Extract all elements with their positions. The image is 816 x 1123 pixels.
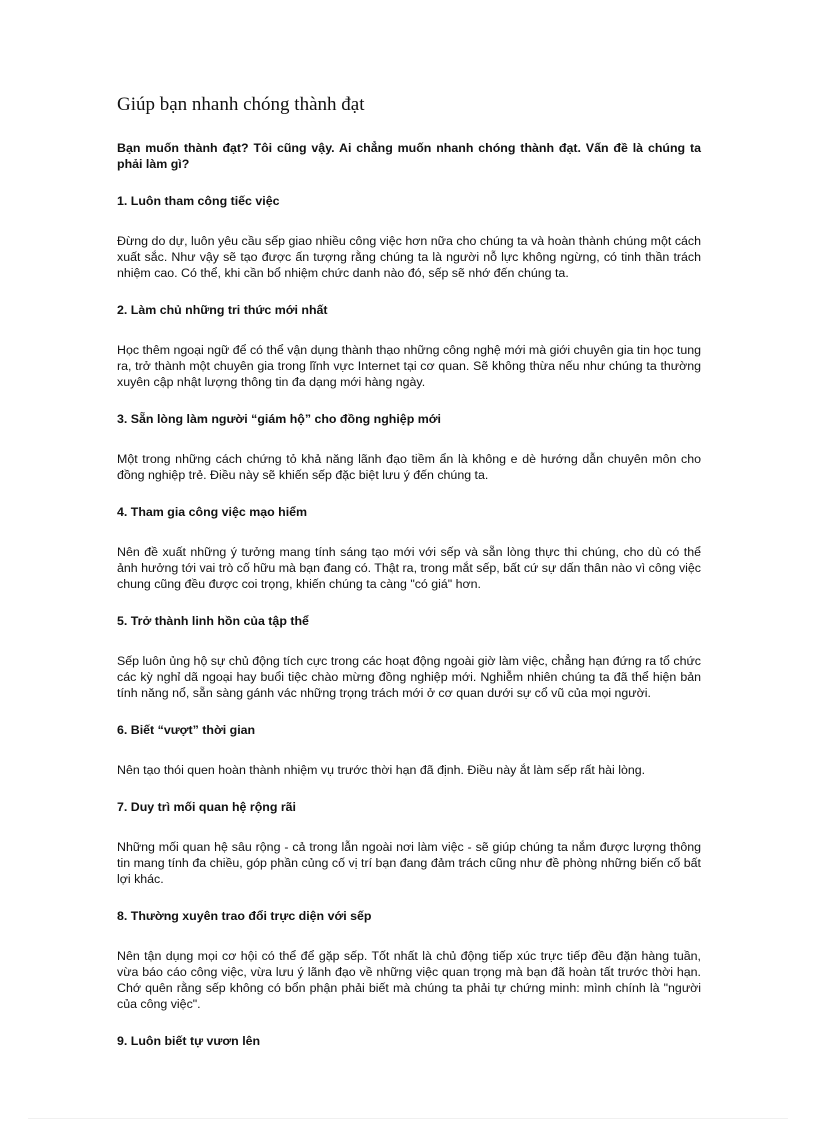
section-8: [117, 908, 701, 1012]
section-1: [117, 193, 701, 281]
section-body: Một trong những cách chứng tỏ khả năng lãnh đạo tiềm ẩn là không e dè hướng dẫn chuyên môn cho đồng nghiệp trẻ. Điều này sẽ khiến sếp đặc biệt lưu ý đến chúng ta.: [117, 452, 701, 482]
section-9: [117, 1033, 701, 1049]
section-heading: 8. Thường xuyên trao đổi trực diện với sếp: [117, 909, 372, 923]
section-heading: 5. Trở thành linh hồn của tập thể: [117, 614, 309, 628]
section-body: Sếp luôn ủng hộ sự chủ động tích cực trong các hoạt động ngoài giờ làm việc, chẳng hạn đứng ra tổ chức các kỳ nghỉ dã ngoại hay buổi tiệc chào mừng đồng nghiệp mới. Nghiễm nhiên chúng ta đã thể hiện bản tính năng nổ, sẵn sàng gánh vác những trọng trách mới ở cơ quan dưới sự cổ vũ của mọi người.: [117, 654, 701, 700]
section-body: Nên tận dụng mọi cơ hội có thể để gặp sếp. Tốt nhất là chủ động tiếp xúc trực tiếp đều đặn hàng tuần, vừa báo cáo công việc, vừa lưu ý lãnh đạo về những việc quan trọng mà bạn đã hoàn tất trước thời hạn. Chớ quên rằng sếp không có bổn phận phải biết mà chúng ta phải tự chứng minh: mình chính là "người của công việc".: [117, 949, 701, 1011]
section-6: [117, 722, 701, 778]
section-heading: 6. Biết “vượt” thời gian: [117, 723, 256, 737]
section-heading: 9. Luôn biết tự vươn lên: [117, 1034, 261, 1048]
section-3: [117, 411, 701, 483]
page-title: Giúp bạn nhanh chóng thành đạt: [117, 94, 365, 115]
section-2: [117, 302, 701, 390]
section-body: Nên tạo thói quen hoàn thành nhiệm vụ trước thời hạn đã định. Điều này ắt làm sếp rất hài lòng.: [117, 763, 646, 777]
section-body: Đừng do dự, luôn yêu cầu sếp giao nhiều công việc hơn nữa cho chúng ta và hoàn thành chúng một cách xuất sắc. Như vậy sẽ tạo được ấn tượng rằng chúng ta là người nỗ lực không ngừng, có tinh thần trách nhiệm cao. Có thể, khi cần bổ nhiệm chức danh nào đó, sếp sẽ nhớ đến chúng ta.: [117, 234, 701, 280]
section-heading: 1. Luôn tham công tiếc việc: [117, 194, 280, 208]
page-bottom-divider: [28, 1118, 788, 1119]
section-4: [117, 504, 701, 592]
section-heading: 4. Tham gia công việc mạo hiểm: [117, 505, 308, 519]
section-7: [117, 799, 701, 887]
section-body: Học thêm ngoại ngữ để có thể vận dụng thành thạo những công nghệ mới mà giới chuyên gia tin học tung ra, trở thành một chuyên gia trong lĩnh vực Internet tại cơ quan. Sẽ không thừa nếu như chúng ta thường xuyên cập nhật lượng thông tin đa dạng mới hàng ngày.: [117, 343, 701, 389]
intro-paragraph: Bạn muốn thành đạt? Tôi cũng vậy. Ai chẳng muốn nhanh chóng thành đạt. Vấn đề là chúng ta phải làm gì?: [117, 141, 701, 171]
section-body: Những mối quan hệ sâu rộng - cả trong lẫn ngoài nơi làm việc - sẽ giúp chúng ta nắm được lượng thông tin mang tính đa chiều, góp phần củng cố vị trí bạn đang đảm trách cũng như đề phòng những biến cố bất lợi khác.: [117, 840, 701, 886]
section-heading: 7. Duy trì mối quan hệ rộng rãi: [117, 800, 296, 814]
section-body: Nên đề xuất những ý tưởng mang tính sáng tạo mới với sếp và sẵn lòng thực thi chúng, cho dù có thể ảnh hưởng tới vai trò cố hữu mà bạn đang có. Thật ra, trong mắt sếp, bất cứ sự dấn thân nào vì công việc chung cũng đều được coi trọng, khiến chúng ta càng "có giá" hơn.: [117, 545, 701, 591]
article-content: [117, 140, 701, 1073]
section-heading: 3. Sẵn lòng làm người “giám hộ” cho đồng nghiệp mới: [117, 412, 441, 426]
section-5: [117, 613, 701, 701]
section-heading: 2. Làm chủ những tri thức mới nhất: [117, 303, 328, 317]
